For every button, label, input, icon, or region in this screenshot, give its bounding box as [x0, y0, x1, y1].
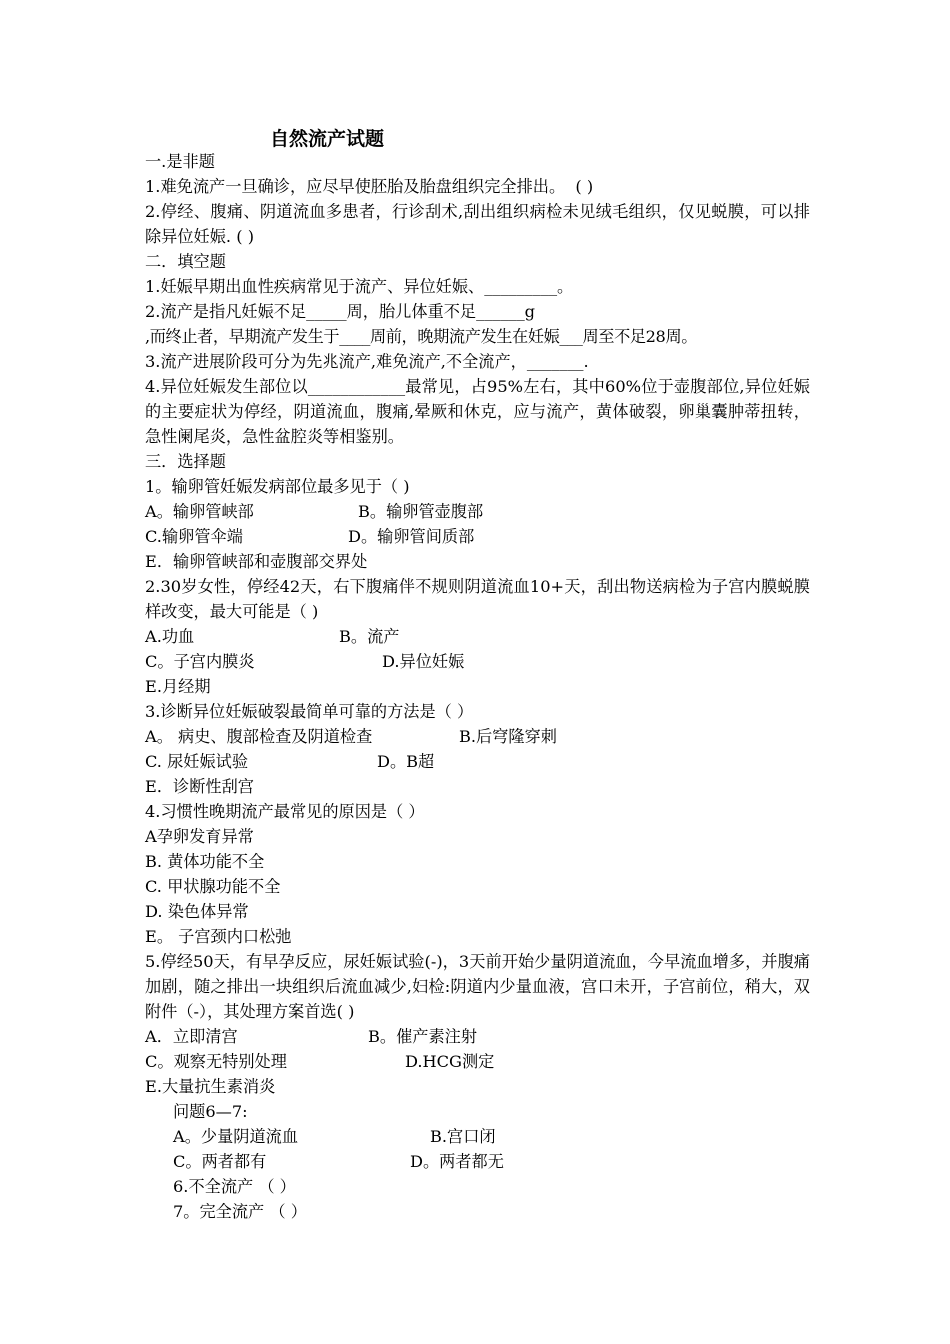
section-heading-fill-in: 二．填空题: [145, 252, 226, 271]
option-row: [145, 1049, 810, 1074]
tf-question-2: 2.停经、腹痛、阴道流血多患者，行诊刮术,刮出组织病检未见绒毛组织，仅见蜕膜，可以排除异位妊娠. ( ): [145, 202, 810, 246]
option-e: E．输卵管峡部和壶腹部交界处: [145, 552, 368, 571]
option-d: D.异位妊娠: [382, 652, 465, 671]
option-row: [145, 749, 810, 774]
choice-question-2: 2.30岁女性，停经42天，右下腹痛伴不规则阴道流血10+天，刮出物送病检为子宫内膜蜕膜样改变，最大可能是（ ): [145, 577, 810, 621]
choice-question-6: 6.不全流产 （ ）: [173, 1177, 296, 1196]
section-heading-true-false: 一.是非题: [145, 152, 215, 171]
option-c: C。两者都有: [173, 1152, 267, 1171]
option-b: B。输卵管壶腹部: [358, 502, 484, 521]
option-a: A。输卵管峡部: [145, 502, 254, 521]
option-d: D.HCG测定: [405, 1052, 495, 1071]
option-b: B.后穹隆穿刺: [459, 727, 557, 746]
question-group-6-7-heading: 问题6—7:: [173, 1102, 248, 1121]
option-row: [145, 1024, 810, 1049]
option-a: A.功血: [145, 627, 195, 646]
choice-question-4: 4.习惯性晚期流产最常见的原因是（ ）: [145, 802, 425, 821]
option-c: C。观察无特别处理: [145, 1052, 287, 1071]
option-a: A孕卵发育异常: [145, 827, 254, 846]
option-e: E.月经期: [145, 677, 211, 696]
fill-question-4: 4.异位妊娠发生部位以____________最常见，占95%左右，其中60%位于壶腹部位,异位妊娠的主要症状为停经，阴道流血，腹痛,晕厥和休克，应与流产，黄体破裂，卵巢囊肿蒂扭转，急性阑尾炎，急性盆腔炎等相鉴别。: [145, 377, 810, 446]
option-b: B。流产: [339, 627, 400, 646]
option-e: E。 子宫颈内口松弛: [145, 927, 292, 946]
option-c: C。子宫内膜炎: [145, 652, 255, 671]
option-row: [173, 1124, 838, 1149]
document-title: 自然流产试题: [270, 128, 385, 150]
fill-question-2: 2.流产是指凡妊娠不足_____周，胎儿体重不足______g: [145, 302, 536, 321]
option-a: A。 病史、腹部检查及阴道检查: [145, 727, 373, 746]
choice-question-3: 3.诊断异位妊娠破裂最简单可靠的方法是（ ）: [145, 702, 474, 721]
choice-question-5: 5.停经50天，有早孕反应，尿妊娠试验(-)，3天前开始少量阴道流血，今早流血增多，并腹痛加剧，随之排出一块组织后流血减少,妇检:阴道内少量血液，宫口未开，子宫前位，稍大，双附件（-），其处理方案首选( ): [145, 952, 810, 1021]
choice-question-7: 7。完全流产 （ ）: [173, 1202, 307, 1221]
fill-question-2-cont: ,而终止者，早期流产发生于____周前，晚期流产发生在妊娠___周至不足28周。: [145, 327, 698, 346]
option-e: E．诊断性刮宫: [145, 777, 254, 796]
option-row: [145, 524, 810, 549]
option-e: E.大量抗生素消炎: [145, 1077, 276, 1096]
option-c: C. 甲状腺功能不全: [145, 877, 281, 896]
option-d: D。B超: [377, 752, 435, 771]
option-c: C.输卵管伞端: [145, 527, 243, 546]
option-b: B. 黄体功能不全: [145, 852, 265, 871]
option-d: D。输卵管间质部: [348, 527, 475, 546]
option-c: C. 尿妊娠试验: [145, 752, 249, 771]
section-heading-choice: 三．选择题: [145, 452, 226, 471]
option-a: A。少量阴道流血: [173, 1127, 299, 1146]
tf-question-1: [145, 174, 810, 199]
fill-question-1: 1.妊娠早期出血性疾病常见于流产、异位妊娠、_________。: [145, 277, 574, 296]
option-a: A．立即清宫: [145, 1027, 238, 1046]
option-row: [173, 1149, 838, 1174]
option-row: [145, 624, 810, 649]
choice-question-1: 1。输卵管妊娠发病部位最多见于（ ): [145, 477, 410, 496]
option-b: B.宫口闭: [430, 1127, 496, 1146]
fill-question-3: 3.流产进展阶段可分为先兆流产,难免流产,不全流产，_______.: [145, 352, 589, 371]
option-row: [145, 724, 810, 749]
option-row: [145, 499, 810, 524]
tf-question-1-text: 1.难免流产一旦确诊，应尽早使胚胎及胎盘组织完全排出。 ( ): [145, 177, 594, 196]
option-d: D。两者都无: [410, 1152, 504, 1171]
option-b: B。催产素注射: [368, 1027, 478, 1046]
option-d: D. 染色体异常: [145, 902, 249, 921]
option-row: [145, 649, 810, 674]
